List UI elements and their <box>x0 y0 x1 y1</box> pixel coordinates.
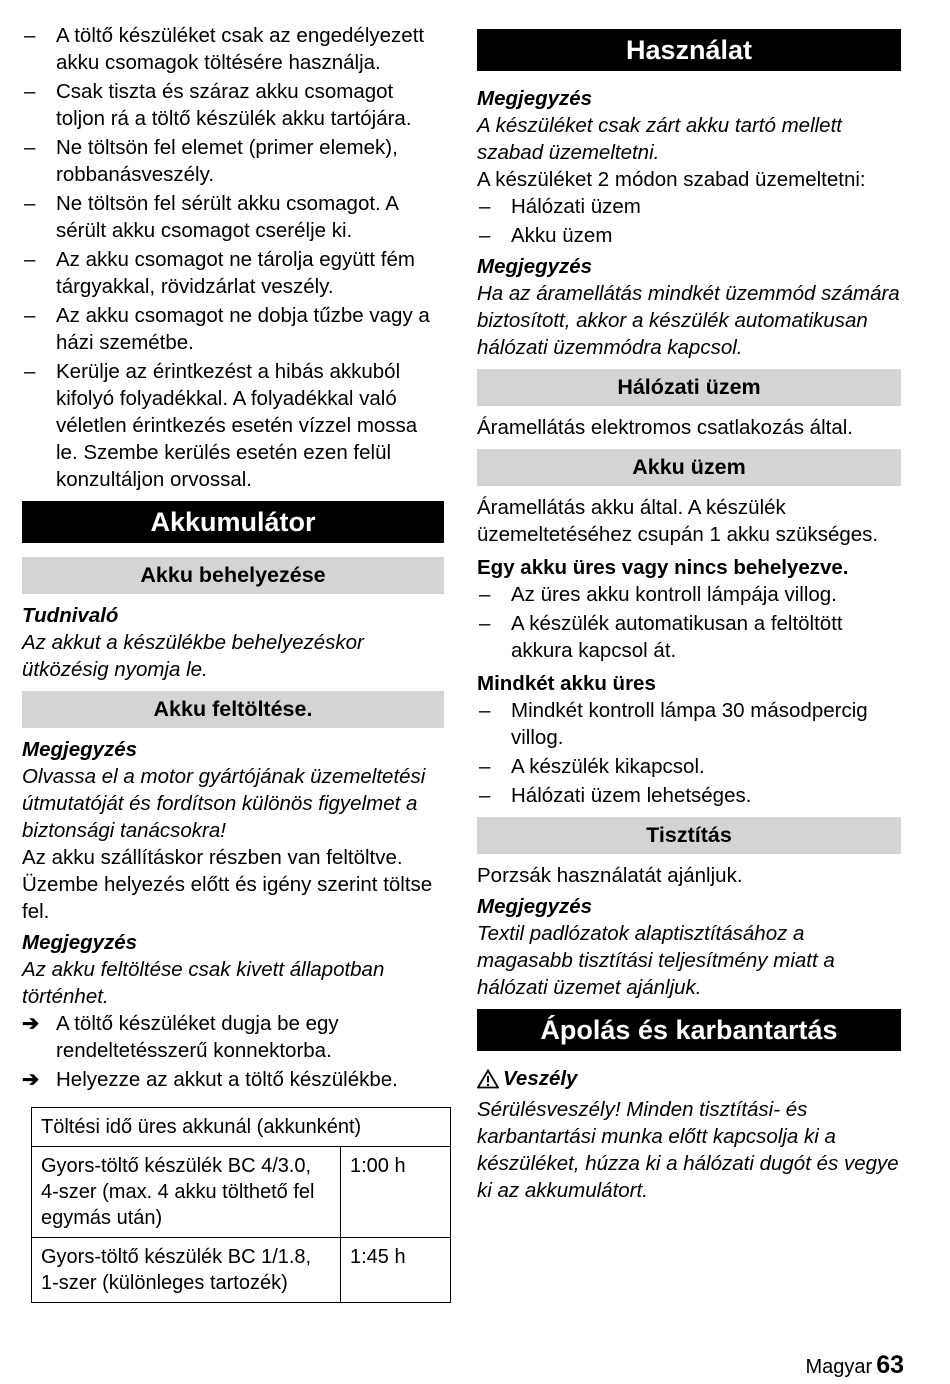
note-label: Megjegyzés <box>477 255 593 278</box>
list-item: – Kerülje az érintkezést a hibás akkuból kifolyó folyadékkal. A folyadékkal való véletlen érintkezés esetén vízzel mossa le. Szembe kerülés esetén ezen felül konzultáljon orvossal. <box>22 358 444 493</box>
page-number: 63 <box>876 1351 904 1379</box>
table-cell-time: 1:00 h <box>341 1147 451 1238</box>
paragraph: A készüléket 2 módon szabad üzemeltetni: <box>477 168 866 191</box>
subsection-title-tisztitas: Tisztítás <box>477 817 901 854</box>
instruction-list <box>22 1010 444 1093</box>
list-item: – A készülék kikapcsol. <box>477 753 901 780</box>
modes-list <box>477 193 901 249</box>
tudnivalo-label: Tudnivaló <box>22 604 119 627</box>
table-header: Töltési idő üres akkunál (akkunként) <box>32 1108 451 1147</box>
table-header-row <box>32 1108 451 1147</box>
list-item: – Ne töltsön fel sérült akku csomagot. A sérült akku csomagot cserélje ki. <box>22 190 444 244</box>
subsection-title-akku: Akku üzem <box>477 449 901 486</box>
table-cell-device: Gyors-töltő készülék BC 1/1.8, 1-szer (különleges tartozék) <box>32 1238 341 1303</box>
left-column <box>22 22 444 1303</box>
table-row <box>32 1147 451 1238</box>
list-item: – Ne töltsön fel elemet (primer elemek), robbanásveszély. <box>22 134 444 188</box>
list-item: ➔ Helyezze az akkut a töltő készülékbe. <box>22 1066 444 1093</box>
note-text: Az akku feltöltése csak kivett állapotban történhet. <box>22 958 385 1008</box>
list-item: – A töltő készüléket csak az engedélyezett akku csomagok töltésére használja. <box>22 22 444 76</box>
note-label: Megjegyzés <box>22 931 138 954</box>
note-label: Megjegyzés <box>477 87 593 110</box>
warning-triangle-icon <box>477 1069 503 1096</box>
paragraph: Az akku szállításkor részben van feltöltve. Üzembe helyezés előtt és igény szerint töltse fel. <box>22 846 433 923</box>
note-label: Megjegyzés <box>477 895 593 918</box>
list-item: – Hálózati üzem lehetséges. <box>477 782 901 809</box>
safety-list <box>22 22 444 493</box>
list-item: – Az akku csomagot ne dobja tűzbe vagy a házi szemétbe. <box>22 302 444 356</box>
list-item: ➔ A töltő készüléket dugja be egy rendeltetésszerű konnektorba. <box>22 1010 444 1064</box>
section-title-akkumulator: Akkumulátor <box>22 501 444 543</box>
subsection-title-halozati: Hálózati üzem <box>477 369 901 406</box>
note-text: Ha az áramellátás mindkét üzemmód számára biztosított, akkor a készülék automatikusan hálózati üzemmódra kapcsol. <box>477 282 900 359</box>
list-item: – Hálózati üzem <box>477 193 901 220</box>
paragraph: Áramellátás elektromos csatlakozás által. <box>477 416 853 439</box>
footer-language: Magyar <box>805 1356 873 1378</box>
right-column <box>477 22 901 1204</box>
note-text: Textil padlózatok alaptisztításához a magasabb tisztítási teljesítmény miatt a hálózati üzemet ajánljuk. <box>477 922 835 999</box>
list-item: – Az üres akku kontroll lámpája villog. <box>477 581 901 608</box>
note-label: Megjegyzés <box>22 738 138 761</box>
table-cell-device: Gyors-töltő készülék BC 4/3.0, 4-szer (max. 4 akku tölthető fel egymás után) <box>32 1147 341 1238</box>
status-list <box>477 581 901 664</box>
paragraph: Áramellátás akku által. A készülék üzemeltetéséhez csupán 1 akku szükséges. <box>477 496 879 546</box>
list-item: – Az akku csomagot ne tárolja együtt fém tárgyakkal, rövidzárlat veszély. <box>22 246 444 300</box>
charging-time-table <box>31 1107 451 1303</box>
list-item: – Csak tiszta és száraz akku csomagot toljon rá a töltő készülék akku tartójára. <box>22 78 444 132</box>
table-cell-time: 1:45 h <box>341 1238 451 1303</box>
veszely-heading <box>477 1065 901 1096</box>
status-list <box>477 697 901 809</box>
bold-heading: Mindkét akku üres <box>477 672 656 695</box>
table-row <box>32 1238 451 1303</box>
tudnivalo-text: Az akkut a készülékbe behelyezéskor ütközésig nyomja le. <box>22 631 364 681</box>
veszely-label: Veszély <box>503 1067 578 1090</box>
list-item: – A készülék automatikusan a feltöltött akkura kapcsol át. <box>477 610 901 664</box>
list-item: – Akku üzem <box>477 222 901 249</box>
paragraph: Porzsák használatát ajánljuk. <box>477 864 743 887</box>
bold-heading: Egy akku üres vagy nincs behelyezve. <box>477 556 849 579</box>
veszely-text: Sérülésveszély! Minden tisztítási- és karbantartási munka előtt kapcsolja ki a készüléket, húzza ki a hálózati dugót és vegye ki az akkumulátort. <box>477 1098 899 1202</box>
page-footer <box>805 1352 904 1381</box>
note-text: A készüléket csak zárt akku tartó mellett szabad üzemeltetni. <box>477 114 842 164</box>
section-title-hasznalat: Használat <box>477 29 901 71</box>
note-text: Olvassa el a motor gyártójának üzemeltetési útmutatóját és fordítson különös figyelmet a biztonsági tanácsokra! <box>22 765 426 842</box>
list-item: – Mindkét kontroll lámpa 30 másodpercig villog. <box>477 697 901 751</box>
subsection-title-feltoltes: Akku feltöltése. <box>22 691 444 728</box>
section-title-apolas: Ápolás és karbantartás <box>477 1009 901 1051</box>
subsection-title-behelyezes: Akku behelyezése <box>22 557 444 594</box>
